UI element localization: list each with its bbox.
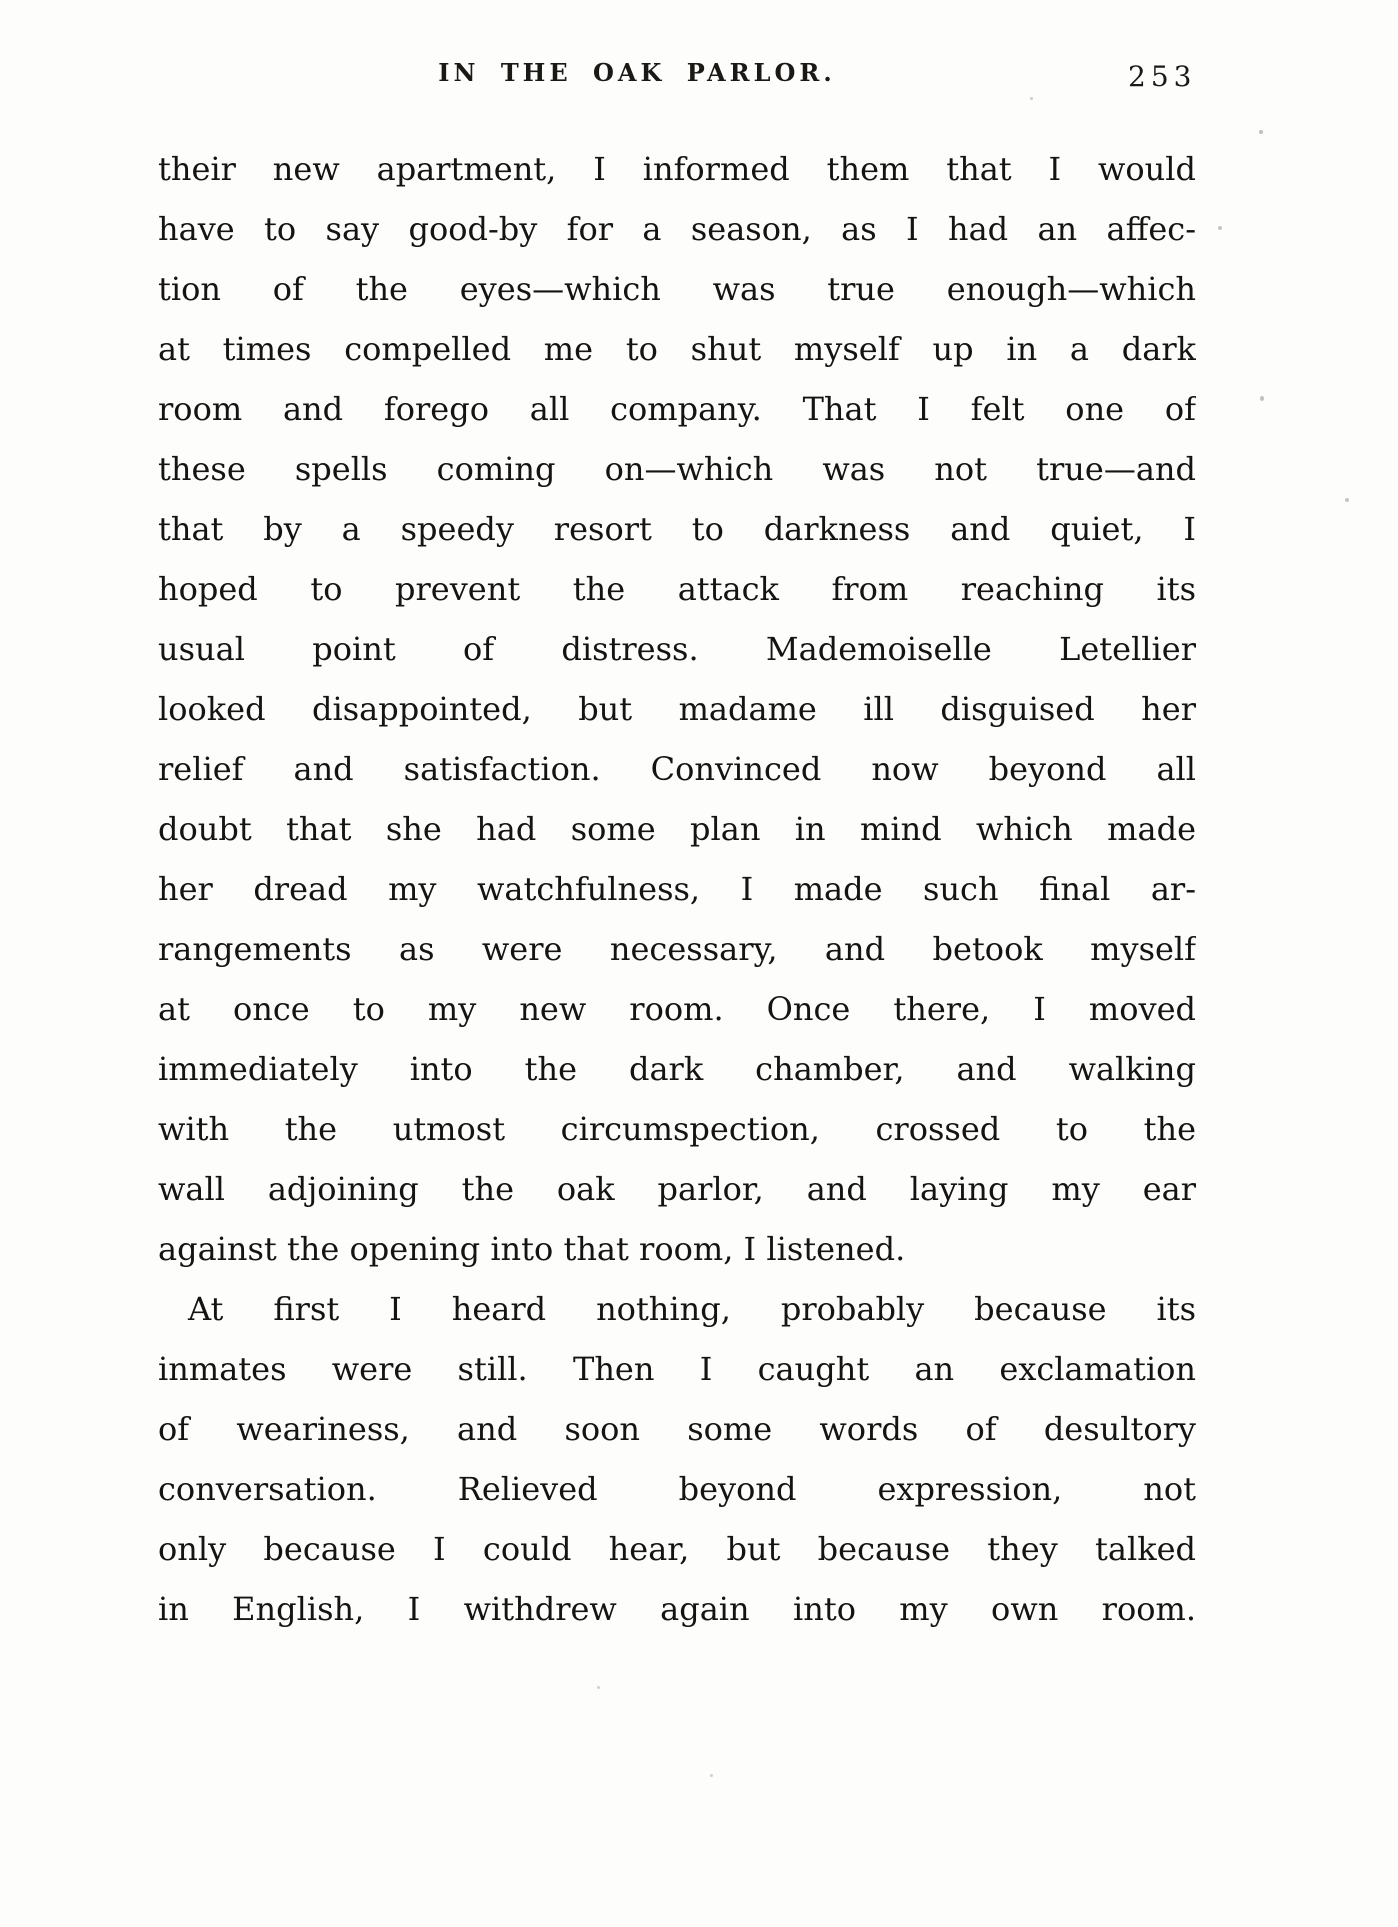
text-line: doubt that she had some plan in mind which made	[158, 810, 1196, 848]
text-line: wall adjoining the oak parlor, and laying my ear	[158, 1170, 1196, 1208]
scan-speck	[710, 1774, 713, 1777]
text-line: conversation. Relieved beyond expression, not	[158, 1470, 1196, 1508]
text-line: tion of the eyes—which was true enough—which	[158, 270, 1196, 308]
text-line: inmates were still. Then I caught an exclamation	[158, 1350, 1196, 1388]
text-line: usual point of distress. Mademoiselle Letellier	[158, 630, 1196, 668]
text-line: looked disappointed, but madame ill disguised her	[158, 690, 1196, 728]
scan-speck	[1218, 226, 1222, 230]
text-line: room and forego all company. That I felt one of	[158, 390, 1196, 428]
scan-speck	[1345, 498, 1349, 502]
text-line: their new apartment, I informed them that I would	[158, 150, 1196, 188]
text-line: against the opening into that room, I listened.	[158, 1230, 906, 1268]
text-line: that by a speedy resort to darkness and quiet, I	[158, 510, 1196, 548]
page-body	[158, 139, 1196, 1639]
text-line: of weariness, and soon some words of desultory	[158, 1410, 1196, 1448]
text-line: hoped to prevent the attack from reaching its	[158, 570, 1196, 608]
text-line: at once to my new room. Once there, I moved	[158, 990, 1196, 1028]
text-line: in English, I withdrew again into my own room.	[158, 1590, 1196, 1628]
text-line: rangements as were necessary, and betook myself	[158, 930, 1196, 968]
running-header: IN THE OAK PARLOR.	[438, 58, 836, 87]
scan-speck	[597, 1686, 600, 1689]
text-line: with the utmost circumspection, crossed to the	[158, 1110, 1196, 1148]
text-line: have to say good-by for a season, as I had an affec-	[158, 210, 1196, 248]
text-line: her dread my watchfulness, I made such final ar-	[158, 870, 1196, 908]
text-line: immediately into the dark chamber, and walking	[158, 1050, 1196, 1088]
text-line: these spells coming on—which was not true—and	[158, 450, 1196, 488]
scan-speck	[1030, 97, 1033, 100]
page-number: 253	[1128, 60, 1197, 93]
text-line: At first I heard nothing, probably because its	[188, 1290, 1196, 1328]
scan-speck	[1259, 130, 1263, 134]
text-line: at times compelled me to shut myself up in a dark	[158, 330, 1196, 368]
text-line: only because I could hear, but because they talked	[158, 1530, 1196, 1568]
text-line: relief and satisfaction. Convinced now beyond all	[158, 750, 1196, 788]
scan-speck	[1260, 396, 1264, 401]
